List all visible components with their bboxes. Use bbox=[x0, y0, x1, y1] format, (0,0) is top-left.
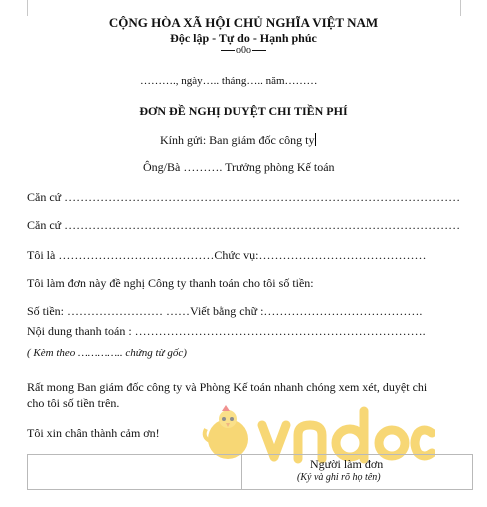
mascot-comb bbox=[222, 405, 230, 411]
document-title: ĐƠN ĐỀ NGHỊ DUYỆT CHI TIỀN PHÍ bbox=[139, 104, 348, 118]
signature-table bbox=[27, 454, 473, 490]
motto: Độc lập - Tự do - Hạnh phúc bbox=[170, 31, 317, 45]
left-margin-mark bbox=[27, 0, 28, 16]
date-line: ………., ngày….. tháng….. năm……… bbox=[140, 75, 318, 87]
recipient-line-1: Kính gửi: Ban giám đốc công ty bbox=[160, 133, 315, 147]
logo-letter-o bbox=[379, 430, 405, 456]
signature-title: Người làm đơn bbox=[310, 457, 384, 471]
field-can-cu-2: Căn cứ ……………………………………………………………………………………… bbox=[27, 218, 461, 232]
header-divider: o0o bbox=[0, 45, 487, 56]
thanks-line: Tôi xin chân thành cảm ơn! bbox=[27, 426, 160, 440]
field-so-tien: Số tiền: …………………… ……Viết bằng chữ :…………………………………. bbox=[27, 304, 423, 318]
signature-note: (Ký và ghi rõ họ tên) bbox=[297, 472, 381, 483]
recipient-line-2: Ông/Bà ………. Trưởng phòng Kế toán bbox=[143, 160, 335, 174]
right-margin-mark bbox=[460, 0, 461, 16]
field-noi-dung: Nội dung thanh toán : ………………………………………………………………. bbox=[27, 324, 426, 338]
signature-table-left-cell bbox=[28, 455, 242, 489]
field-toi-la: Tôi là …………………………………Chức vụ:…………………………………… bbox=[27, 248, 427, 262]
mascot-eye-left bbox=[222, 417, 226, 421]
body-paragraph-line-2: cho tôi số tiền trên. bbox=[27, 396, 120, 410]
text-cursor bbox=[315, 133, 316, 146]
field-kem-theo: ( Kèm theo ………….. chứng từ gốc) bbox=[27, 347, 187, 359]
logo-letter-v bbox=[262, 425, 286, 457]
mascot-eye-right bbox=[230, 417, 234, 421]
field-can-cu-1: Căn cứ ……………………………………………………………………………………… bbox=[27, 190, 461, 204]
country-header: CỘNG HÒA XÃ HỘI CHỦ NGHĨA VIỆT NAM bbox=[108, 15, 379, 30]
logo-letter-c bbox=[415, 430, 432, 456]
signature-table-right-cell bbox=[242, 455, 472, 489]
field-request: Tôi làm đơn này đề nghị Công ty thanh toán cho tôi số tiền: bbox=[27, 276, 314, 290]
body-paragraph-line-1: Rất mong Ban giám đốc công ty và Phòng Kế toán nhanh chóng xem xét, duyệt chi bbox=[27, 380, 428, 394]
